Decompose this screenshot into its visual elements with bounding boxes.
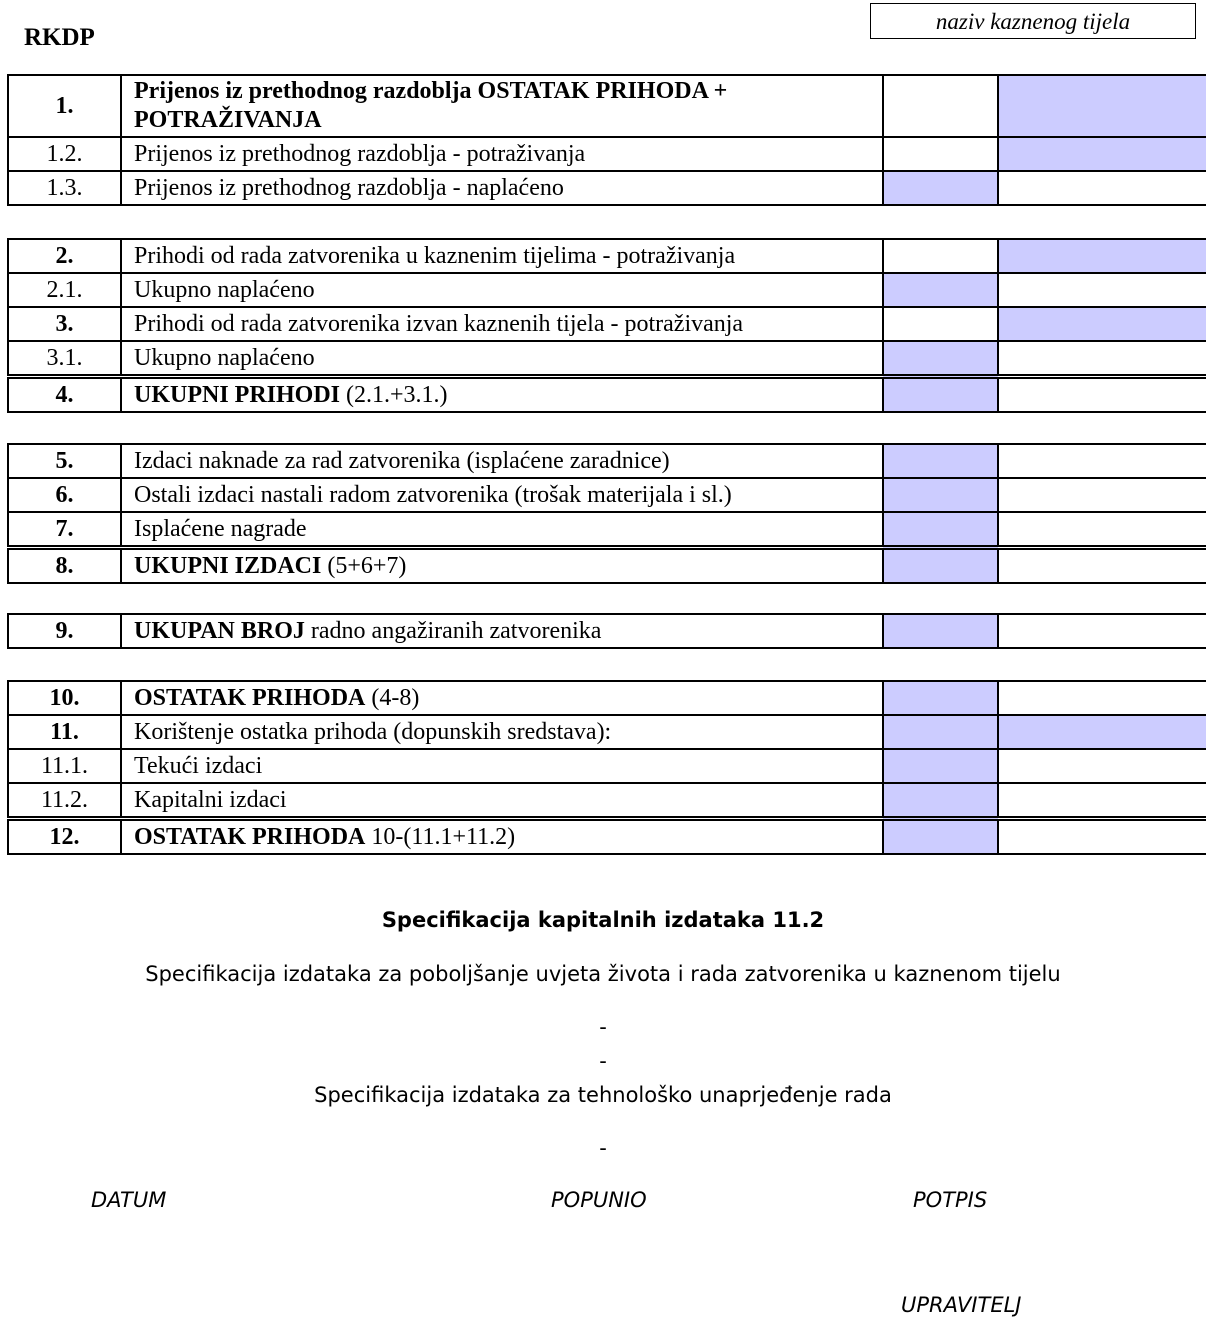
value-cell-shaded[interactable]	[883, 715, 998, 749]
row-number: 2.	[8, 239, 121, 273]
table-row	[8, 614, 1206, 648]
table-row	[8, 341, 1206, 377]
row-number: 2.1.	[8, 273, 121, 307]
row-number: 11.1.	[8, 749, 121, 783]
table-expenses	[7, 443, 1206, 584]
date-label: DATUM	[91, 1188, 167, 1212]
row-label-bold: Prijenos iz prethodnog razdoblja OSTATAK PRIHODA + POTRAŽIVANJA	[134, 78, 728, 133]
row-number: 12.	[8, 819, 121, 855]
row-label-bold: UKUPNI IZDACI	[134, 553, 322, 579]
row-number: 11.2.	[8, 783, 121, 819]
value-cell-shaded[interactable]	[883, 548, 998, 584]
row-number: 7.	[8, 512, 121, 548]
row-number: 8.	[8, 548, 121, 584]
value-cell[interactable]	[998, 478, 1206, 512]
table-row	[8, 715, 1206, 749]
row-label: Prihodi od rada zatvorenika u kaznenim tijelima - potraživanja	[121, 239, 883, 273]
row-number: 1.3.	[8, 171, 121, 205]
filled-by-label: POPUNIO	[551, 1188, 647, 1212]
table-row-total	[8, 819, 1206, 855]
value-cell[interactable]	[998, 749, 1206, 783]
value-cell[interactable]	[883, 239, 998, 273]
value-cell[interactable]	[883, 137, 998, 171]
value-cell[interactable]	[998, 377, 1206, 413]
value-cell[interactable]	[883, 307, 998, 341]
row-number: 1.	[8, 75, 121, 137]
row-label	[121, 377, 883, 413]
row-label: Tekući izdaci	[121, 749, 883, 783]
value-cell[interactable]	[883, 75, 998, 137]
table-surplus	[7, 680, 1206, 855]
row-label-rest: (2.1.+3.1.)	[340, 382, 448, 408]
row-number: 4.	[8, 377, 121, 413]
table-row	[8, 749, 1206, 783]
value-cell-shaded[interactable]	[883, 512, 998, 548]
row-label-rest: (4-8)	[365, 685, 420, 711]
row-number: 5.	[8, 444, 121, 478]
row-number: 9.	[8, 614, 121, 648]
value-cell-shaded[interactable]	[883, 341, 998, 377]
table-row	[8, 478, 1206, 512]
value-cell[interactable]	[998, 512, 1206, 548]
value-cell-shaded[interactable]	[998, 715, 1206, 749]
value-cell-shaded[interactable]	[883, 273, 998, 307]
row-label	[121, 614, 883, 648]
value-cell-shaded[interactable]	[883, 478, 998, 512]
value-cell-shaded[interactable]	[998, 307, 1206, 341]
row-number: 3.	[8, 307, 121, 341]
body-name-field[interactable]: naziv kaznenog tijela	[870, 3, 1196, 39]
table-row	[8, 512, 1206, 548]
row-label-rest: 10-(11.1+11.2)	[365, 824, 516, 850]
value-cell-shaded[interactable]	[998, 239, 1206, 273]
table-row	[8, 444, 1206, 478]
table-row	[8, 681, 1206, 715]
value-cell[interactable]	[998, 614, 1206, 648]
value-cell-shaded[interactable]	[883, 614, 998, 648]
row-label: Korištenje ostatka prihoda (dopunskih sredstava):	[121, 715, 883, 749]
value-cell[interactable]	[998, 819, 1206, 855]
row-label-bold: OSTATAK PRIHODA	[134, 685, 366, 711]
spec-dash: -	[599, 1136, 607, 1160]
table-row	[8, 171, 1206, 205]
value-cell-shaded[interactable]	[883, 377, 998, 413]
table-row-total	[8, 377, 1206, 413]
table-row	[8, 783, 1206, 819]
row-label: Izdaci naknade za rad zatvorenika (isplaćene zaradnice)	[121, 444, 883, 478]
value-cell[interactable]	[998, 444, 1206, 478]
row-label-bold: OSTATAK PRIHODA	[134, 824, 366, 850]
value-cell[interactable]	[998, 681, 1206, 715]
value-cell[interactable]	[998, 341, 1206, 377]
row-label-bold: UKUPNI PRIHODI	[134, 382, 341, 408]
row-label: Prijenos iz prethodnog razdoblja - potraživanja	[121, 137, 883, 171]
row-number: 6.	[8, 478, 121, 512]
row-number: 1.2.	[8, 137, 121, 171]
value-cell[interactable]	[998, 273, 1206, 307]
signature-label: POTPIS	[913, 1188, 988, 1212]
row-label	[121, 75, 883, 137]
table-row-total	[8, 548, 1206, 584]
row-number: 10.	[8, 681, 121, 715]
value-cell-shaded[interactable]	[883, 819, 998, 855]
spec-subtitle-tech: Specifikacija izdataka za tehnološko unaprjeđenje rada	[314, 1083, 892, 1107]
value-cell-shaded[interactable]	[883, 783, 998, 819]
spec-title: Specifikacija kapitalnih izdataka 11.2	[381, 908, 825, 932]
value-cell-shaded[interactable]	[883, 749, 998, 783]
row-label: Ukupno naplaćeno	[121, 341, 883, 377]
row-label: Prihodi od rada zatvorenika izvan kaznenih tijela - potraživanja	[121, 307, 883, 341]
value-cell[interactable]	[998, 171, 1206, 205]
table-row	[8, 307, 1206, 341]
value-cell-shaded[interactable]	[883, 681, 998, 715]
row-label	[121, 819, 883, 855]
row-label: Ukupno naplaćeno	[121, 273, 883, 307]
row-label-bold: UKUPAN BROJ	[134, 618, 305, 644]
table-row	[8, 239, 1206, 273]
value-cell[interactable]	[998, 783, 1206, 819]
value-cell-shaded[interactable]	[998, 137, 1206, 171]
value-cell-shaded[interactable]	[883, 444, 998, 478]
row-label: Isplaćene nagrade	[121, 512, 883, 548]
spec-dash: -	[599, 1015, 607, 1039]
form-code: RKDP	[24, 24, 95, 51]
row-label-rest: radno angažiranih zatvorenika	[304, 618, 602, 644]
value-cell-shaded[interactable]	[998, 75, 1206, 137]
row-label: Kapitalni izdaci	[121, 783, 883, 819]
table-income	[7, 238, 1206, 413]
row-label	[121, 681, 883, 715]
row-label: Ostali izdaci nastali radom zatvorenika (trošak materijala i sl.)	[121, 478, 883, 512]
row-label-rest: (5+6+7)	[321, 553, 407, 579]
table-workers	[7, 613, 1206, 649]
spec-subtitle-living: Specifikacija izdataka za poboljšanje uvjeta života i rada zatvorenika u kaznenom tijelu	[145, 962, 1061, 986]
row-label: Prijenos iz prethodnog razdoblja - naplaćeno	[121, 171, 883, 205]
table-carryover	[7, 74, 1206, 206]
row-number: 3.1.	[8, 341, 121, 377]
row-number: 11.	[8, 715, 121, 749]
row-label	[121, 548, 883, 584]
value-cell-shaded[interactable]	[883, 171, 998, 205]
table-row	[8, 137, 1206, 171]
table-row	[8, 75, 1206, 137]
table-row	[8, 273, 1206, 307]
value-cell[interactable]	[998, 548, 1206, 584]
spec-dash: -	[599, 1049, 607, 1073]
director-label: UPRAVITELJ	[901, 1293, 1022, 1317]
